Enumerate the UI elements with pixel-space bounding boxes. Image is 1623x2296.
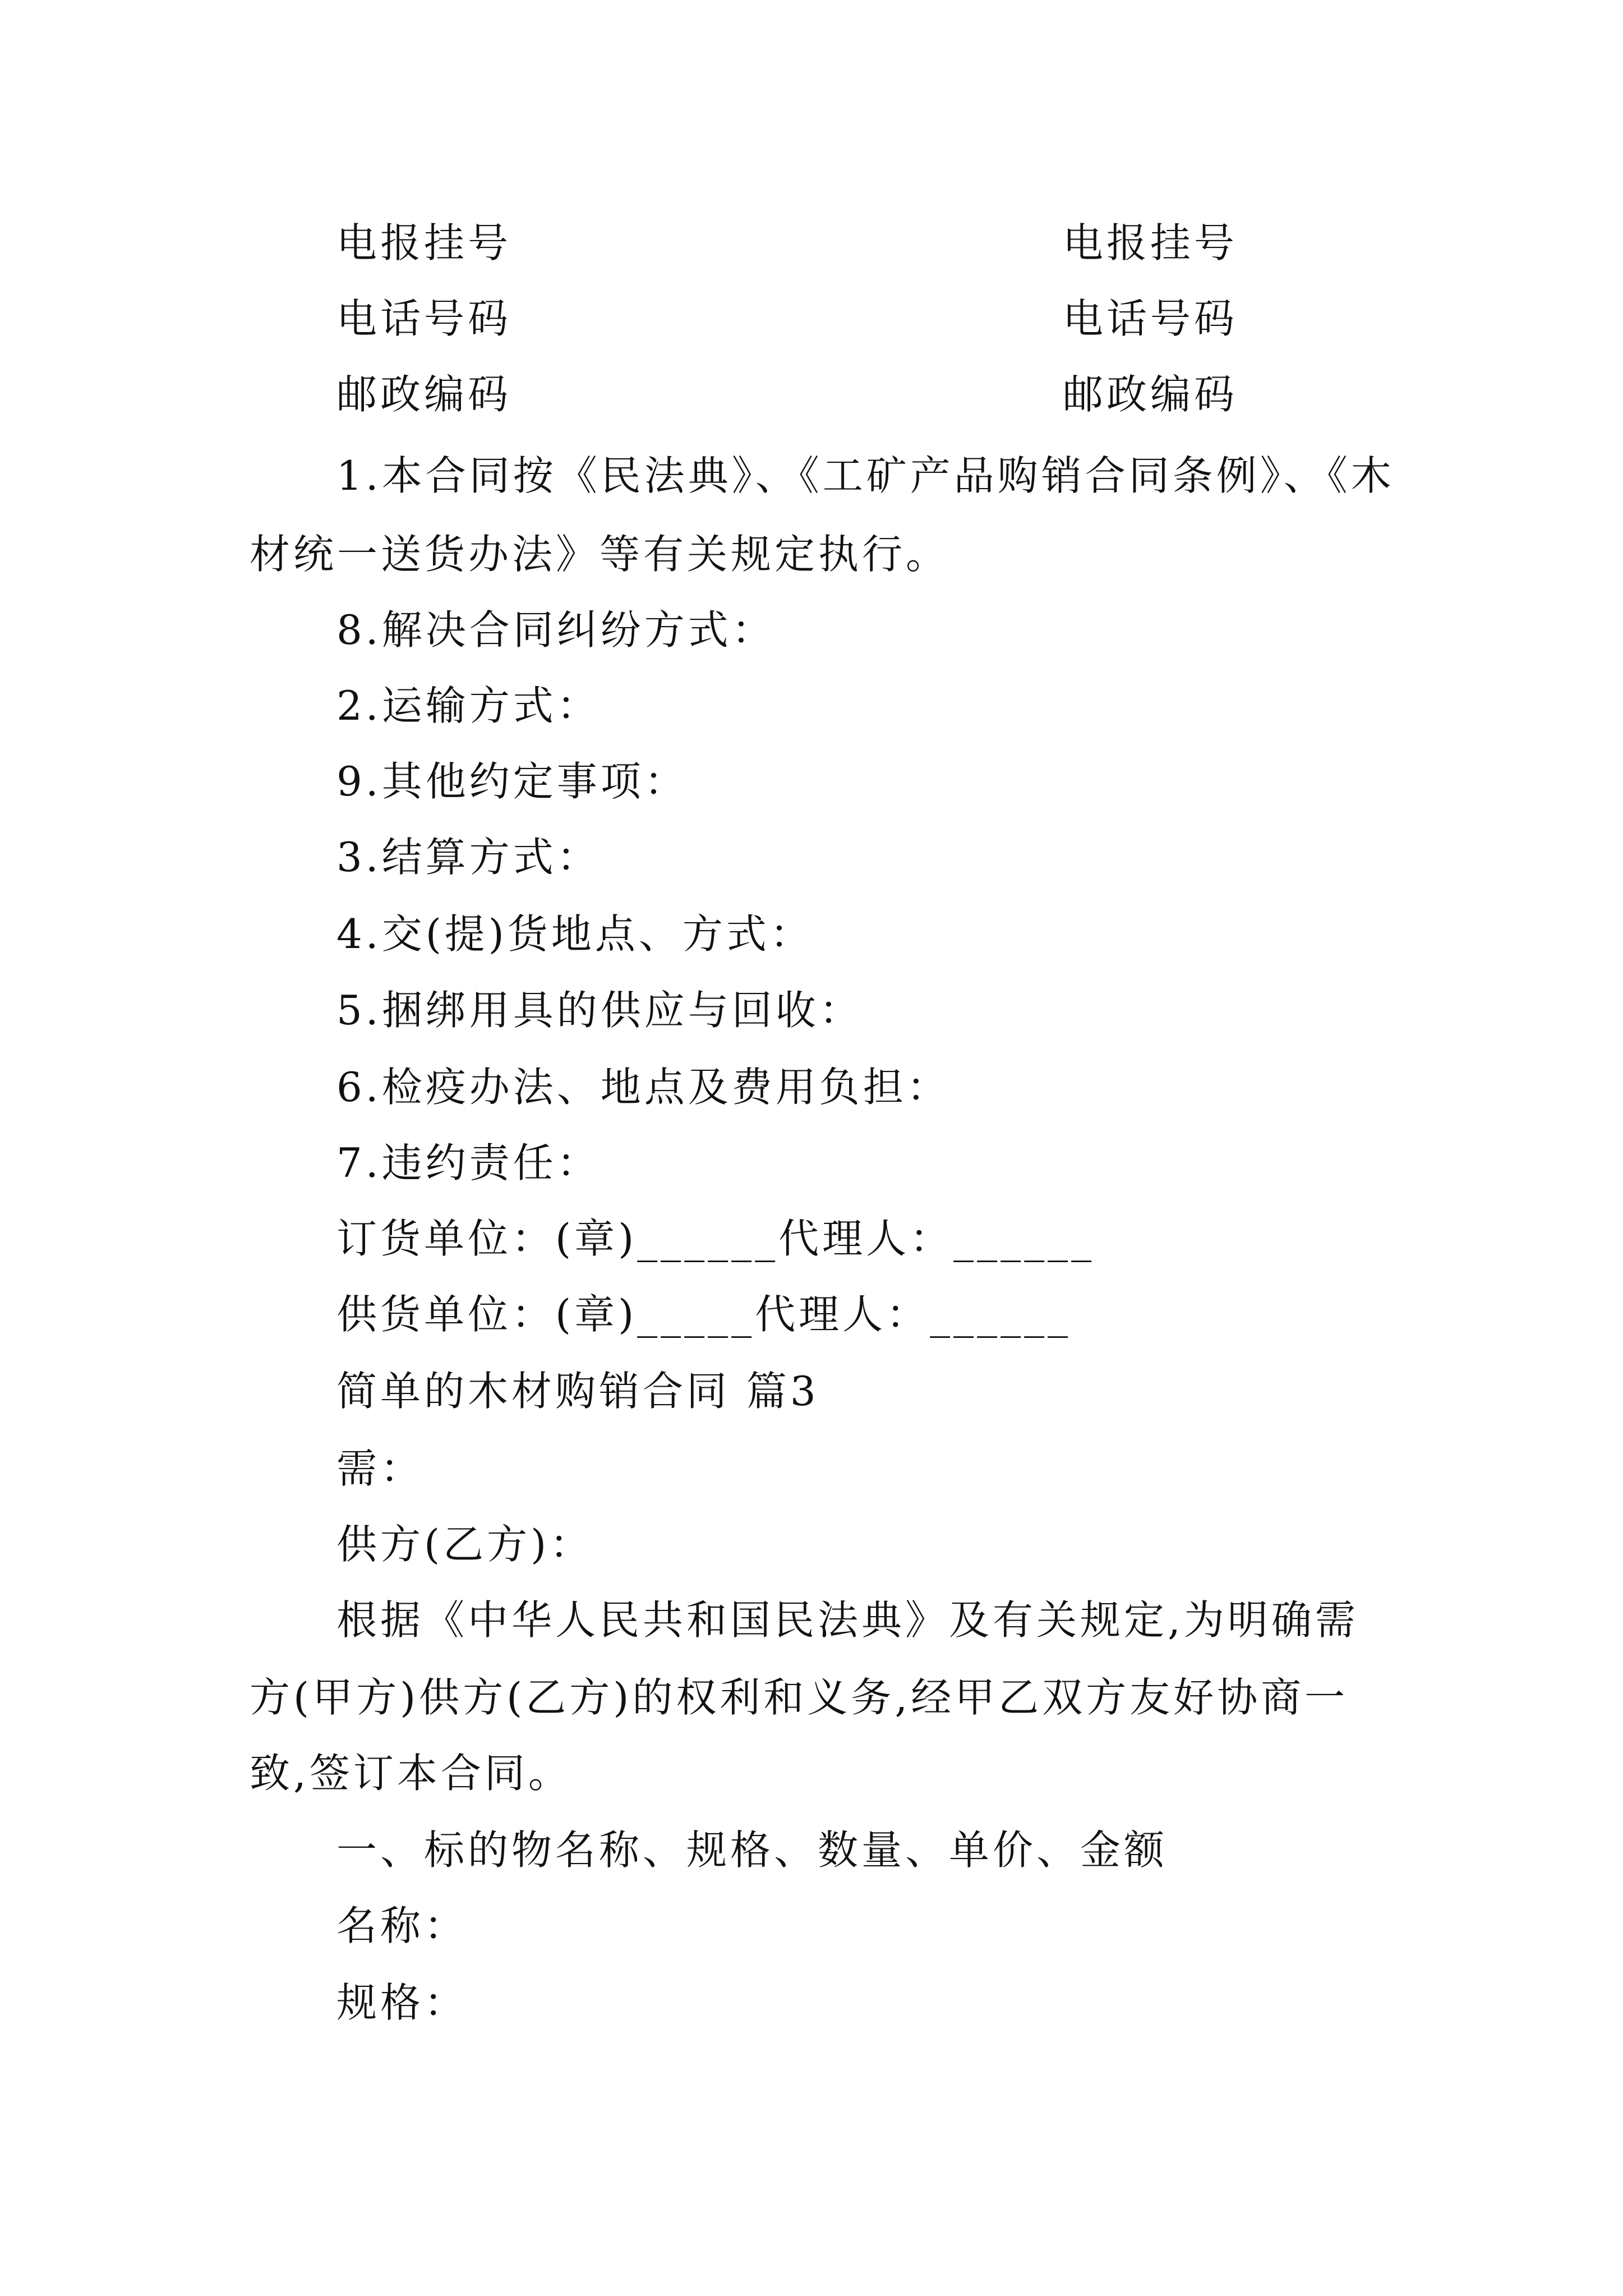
clause-5: 5.捆绑用具的供应与回收： [336,987,863,1034]
clause-1-line-1: 1.本合同按《民法典》、《工矿产品购销合同条例》、《木 [336,452,1395,499]
contact-left-telegram: 电报挂号 [336,219,512,266]
section-3-title: 简单的木材购销合同 篇3 [336,1368,819,1415]
contact-right-postcode: 邮政编码 [1063,371,1238,418]
signature-buyer: 订货单位：(章)______代理人：______ [336,1215,1095,1262]
supply-party: 供方(乙方)： [336,1521,594,1568]
clause-6: 6.检疫办法、地点及费用负担： [336,1064,951,1111]
intro-line-2: 方(甲方)供方(乙方)的权利和义务,经甲乙双方友好协商一 [250,1674,1349,1721]
intro-line-1: 根据《中华人民共和国民法典》及有关规定,为明确需 [336,1596,1359,1644]
contact-right-telegram: 电报挂号 [1063,219,1238,266]
item-spec: 规格： [336,1979,468,2026]
clause-9: 9.其他约定事项： [336,758,688,805]
clause-7: 7.违约责任： [336,1139,601,1186]
item-name: 名称： [336,1902,468,1949]
signature-supplier: 供货单位：(章)_____代理人：______ [336,1291,1072,1338]
contact-left-phone: 电话号码 [336,295,512,342]
clause-3: 3.结算方式： [336,834,601,881]
item-1-heading: 一、标的物名称、规格、数量、单价、金额 [336,1826,1168,1874]
contact-right-phone: 电话号码 [1063,295,1238,342]
clause-4: 4.交(提)货地点、方式： [336,910,814,958]
contact-left-postcode: 邮政编码 [336,371,512,418]
clause-8: 8.解决合同纠纷方式： [336,606,776,654]
demand-party: 需： [336,1445,425,1492]
intro-line-3: 致,签订本合同。 [250,1750,572,1797]
clause-2: 2.运输方式： [336,682,601,729]
clause-1-line-2: 材统一送货办法》等有关规定执行。 [250,531,950,578]
